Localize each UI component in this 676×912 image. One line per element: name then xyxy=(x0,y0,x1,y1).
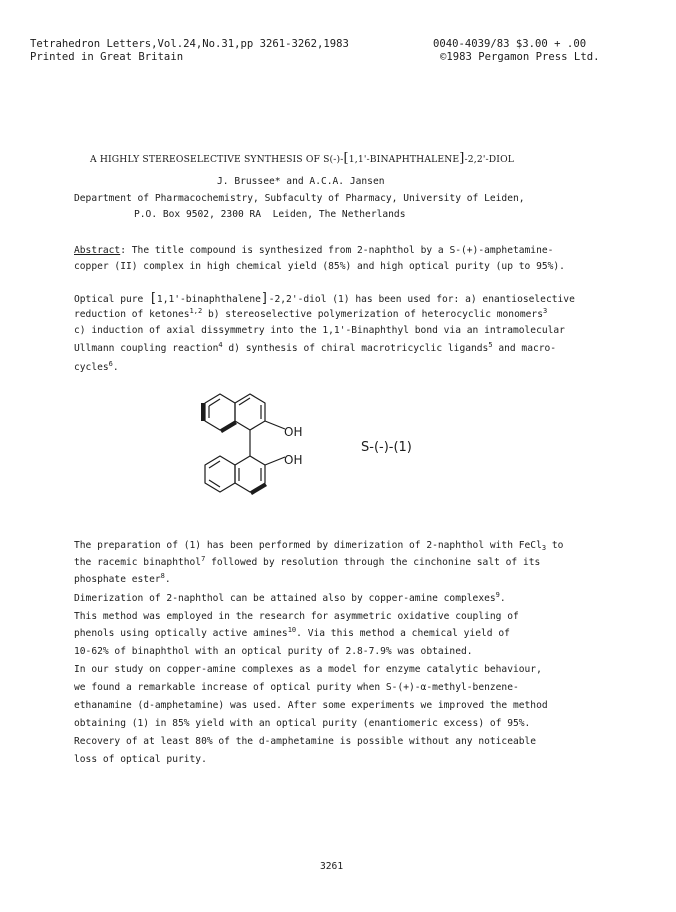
body-line-10: ethanamine (d-amphetamine) was used. After some experiments we improved the method xyxy=(74,700,548,711)
title-bracket-close: ] xyxy=(459,151,465,166)
body-line-13: loss of optical purity. xyxy=(74,754,207,765)
printed-in: Printed in Great Britain xyxy=(30,51,184,63)
body-line-3 xyxy=(74,574,171,586)
body-line-1 xyxy=(74,540,563,552)
body-line-9: we found a remarkable increase of optical purity when S-(+)-α-methyl-benzene- xyxy=(74,682,519,693)
ref-superscript: 6 xyxy=(108,360,113,368)
title-core: 1,1'-BINAPHTHALENE xyxy=(348,154,460,165)
body-text: to xyxy=(546,540,564,551)
wedge-bond-top-lower xyxy=(220,421,237,433)
affiliation-line-1: Department of Pharmacochemistry, Subfaculty of Pharmacy, University of Leiden, xyxy=(74,193,525,204)
body-line-8: In our study on copper-amine complexes as a model for enzyme catalytic behaviour, xyxy=(74,664,542,675)
body-line-11: obtaining (1) in 85% yield with an optical purity (enantiomeric excess) of 95%. xyxy=(74,718,531,729)
intro-line-4 xyxy=(74,343,556,355)
title-prefix: A HIGHLY STEREOSELECTIVE SYNTHESIS OF S(-)- xyxy=(90,154,344,165)
authors: J. Brussee* and A.C.A. Jansen xyxy=(217,176,385,187)
body-text: The preparation of (1) has been performed by dimerization of 2-naphthol with FeCl xyxy=(74,540,542,551)
intro-text: d) synthesis of chiral macrotricyclic ligands xyxy=(222,343,489,354)
intro-text: Optical pure xyxy=(74,294,150,305)
oh-top-label: OH xyxy=(284,425,303,439)
ref-superscript: 9 xyxy=(495,591,500,599)
intro-text: . xyxy=(112,362,119,373)
price-code: 0040-4039/83 $3.00 + .00 xyxy=(433,38,587,50)
title-suffix: -2,2'-DIOL xyxy=(464,154,515,165)
body-line-7: 10-62% of binaphthol with an optical purity of 2.8-7.9% was obtained. xyxy=(74,646,473,657)
intro-text: and macro- xyxy=(492,343,557,354)
body-text: . xyxy=(499,593,506,604)
intro-bracket-close: ] xyxy=(260,291,269,306)
ref-superscript: 8 xyxy=(160,572,165,580)
affiliation-line-2: P.O. Box 9502, 2300 RA Leiden, The Netherlands xyxy=(134,209,406,220)
title-bracket-open: [ xyxy=(343,151,349,166)
intro-text: reduction of ketones xyxy=(74,309,190,320)
body-text: . xyxy=(164,574,171,585)
body-text: Dimerization of 2-naphthol can be attained also by copper-amine complexes xyxy=(74,593,496,604)
ref-superscript: 1,2 xyxy=(189,307,203,315)
intro-text: Ullmann coupling reaction xyxy=(74,343,219,354)
wedge-bond-bottom xyxy=(250,483,267,495)
paper-title xyxy=(90,153,514,166)
body-line-4 xyxy=(74,593,506,605)
body-line-2 xyxy=(74,557,540,569)
intro-text: b) stereoselective polymerization of heterocyclic monomers xyxy=(202,309,543,320)
ref-superscript: 3 xyxy=(542,307,548,315)
intro-line-2 xyxy=(74,309,547,321)
body-text: the racemic binaphthol xyxy=(74,557,202,568)
ref-superscript: 4 xyxy=(218,341,223,349)
body-text: followed by resolution through the cinchonine salt of its xyxy=(205,557,541,568)
intro-text: 1,1'-binaphthalene xyxy=(156,294,261,305)
intro-line-3: c) induction of axial dissymmetry into the 1,1'-Binaphthyl bond via an intramolecular xyxy=(74,325,565,336)
ref-superscript: 7 xyxy=(201,555,206,563)
abstract-line-2: copper (II) complex in high chemical yield (85%) and high optical purity (up to 95%). xyxy=(74,261,565,272)
subscript: 3 xyxy=(541,544,547,552)
body-line-6 xyxy=(74,628,510,640)
ref-superscript: 5 xyxy=(488,341,493,349)
journal-citation: Tetrahedron Letters,Vol.24,No.31,pp 3261-3262,1983 xyxy=(30,38,349,50)
body-text: phenols using optically active amines xyxy=(74,628,288,639)
body-text: phosphate ester xyxy=(74,574,161,585)
abstract-label: Abstract xyxy=(74,245,121,256)
intro-text: cycles xyxy=(74,362,109,373)
page-number: 3261 xyxy=(320,861,344,872)
body-line-12: Recovery of at least 80% of the d-amphetamine is possible without any noticeable xyxy=(74,736,537,747)
abstract-text-1: : The title compound is synthesized from 2-naphthol by a S-(+)-amphetamine- xyxy=(120,245,554,256)
copyright: ©1983 Pergamon Press Ltd. xyxy=(440,51,600,63)
intro-text: -2,2'-diol (1) has been used for: a) enantioselective xyxy=(268,294,575,305)
intro-line-5 xyxy=(74,362,119,374)
intro-line-1 xyxy=(74,293,575,306)
intro-bracket-open: [ xyxy=(149,291,157,306)
abstract-line-1 xyxy=(74,245,553,257)
body-line-5: This method was employed in the research for asymmetric oxidative coupling of xyxy=(74,611,519,622)
oh-bottom-label: OH xyxy=(284,453,303,467)
ref-superscript: 10 xyxy=(287,626,297,634)
compound-label: S-(-)-(1) xyxy=(361,440,412,455)
binaphthol-structure xyxy=(180,384,340,510)
wedge-bond-top xyxy=(201,403,205,421)
body-text: . Via this method a chemical yield of xyxy=(296,628,510,639)
